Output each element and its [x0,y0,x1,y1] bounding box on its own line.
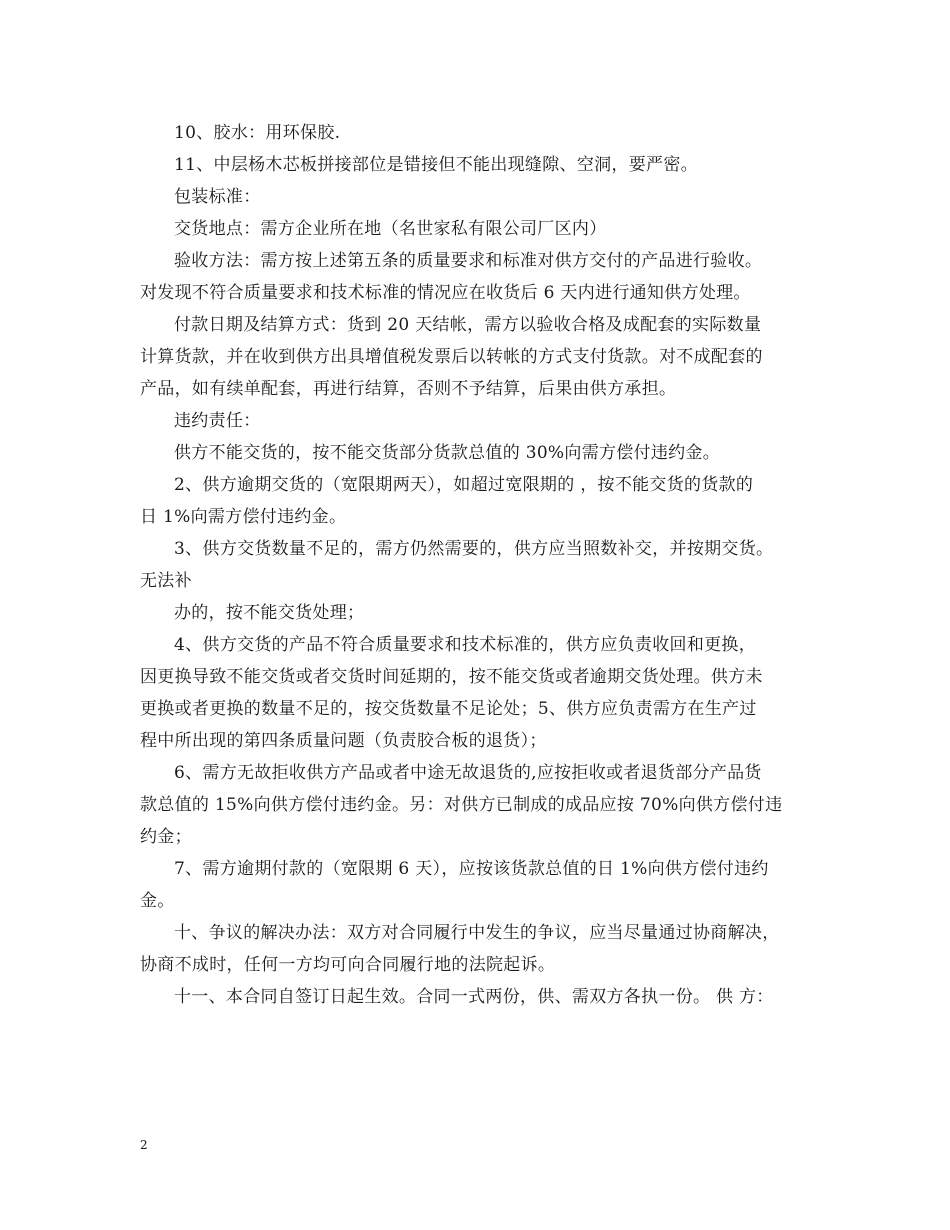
text-line: 因更换导致不能交货或者交货时间延期的，按不能交货或者逾期交货处理。供方未 [140,667,763,687]
text-line: 协商不成时，任何一方均可向合同履行地的法院起诉。 [140,955,556,975]
text-line: 违约责任： [174,411,261,431]
text-line: 更换或者更换的数量不足的，按交货数量不足论处；5、供方应负责需方在生产过 [140,699,757,719]
text-line: 约金； [140,827,192,847]
text-line: 3、供方交货数量不足的，需方仍然需要的，供方应当照数补交，并按期交货。 [174,539,774,559]
text-line: 产品，如有续单配套，再进行结算，否则不予结算，后果由供方承担。 [140,379,677,399]
text-line: 金。 [140,891,175,911]
text-line: 对发现不符合质量要求和技术标准的情况应在收货后 6 天内进行通知供方处理。 [140,283,751,303]
text-line: 4、供方交货的产品不符合质量要求和技术标准的，供方应负责收回和更换， [174,635,757,655]
text-line: 验收方法：需方按上述第五条的质量要求和标准对供方交付的产品进行验收。 [174,251,763,271]
text-line: 11、中层杨木芯板拼接部位是错接但不能出现缝隙、空洞，要严密。 [174,155,698,175]
text-line: 十、争议的解决办法：双方对合同履行中发生的争议，应当尽量通过协商解决， [174,923,780,943]
text-line: 十一、本合同自签订日起生效。合同一式两份，供、需双方各执一份。 供 方： [174,987,774,1007]
text-line: 计算货款，并在收到供方出具增值税发票后以转帐的方式支付货款。对不成配套的 [140,347,763,367]
text-line: 2、供方逾期交货的（宽限期两天），如超过宽限期的 ，按不能交货的货款的 [174,475,754,495]
text-line: 6、需方无故拒收供方产品或者中途无故退货的,应按拒收或者退货部分产品货 [174,763,762,783]
text-line: 10、胶水：用环保胶. [174,123,341,143]
text-line: 供方不能交货的，按不能交货部分货款总值的 30%向需方偿付违约金。 [174,443,721,463]
text-line: 付款日期及结算方式：货到 20 天结帐，需方以验收合格及成配套的实际数量 [174,315,762,335]
text-line: 交货地点：需方企业所在地（名世家私有限公司厂区内） [174,219,607,239]
text-line: 无法补 [140,571,192,591]
text-line: 程中所出现的第四条质量问题（负责胶合板的退货）； [140,731,547,751]
text-line: 7、需方逾期付款的（宽限期 6 天），应按该货款总值的日 1%向供方偿付违约 [174,859,769,879]
text-line: 包装标准： [174,187,261,207]
text-line: 办的，按不能交货处理； [174,603,365,623]
page-number: 2 [140,1138,148,1152]
text-line: 日 1%向需方偿付违约金。 [140,507,347,527]
text-line: 款总值的 15%向供方偿付违约金。另：对供方已制成的成品应按 70%向供方偿付违 [140,795,783,815]
document-body [140,117,830,1013]
